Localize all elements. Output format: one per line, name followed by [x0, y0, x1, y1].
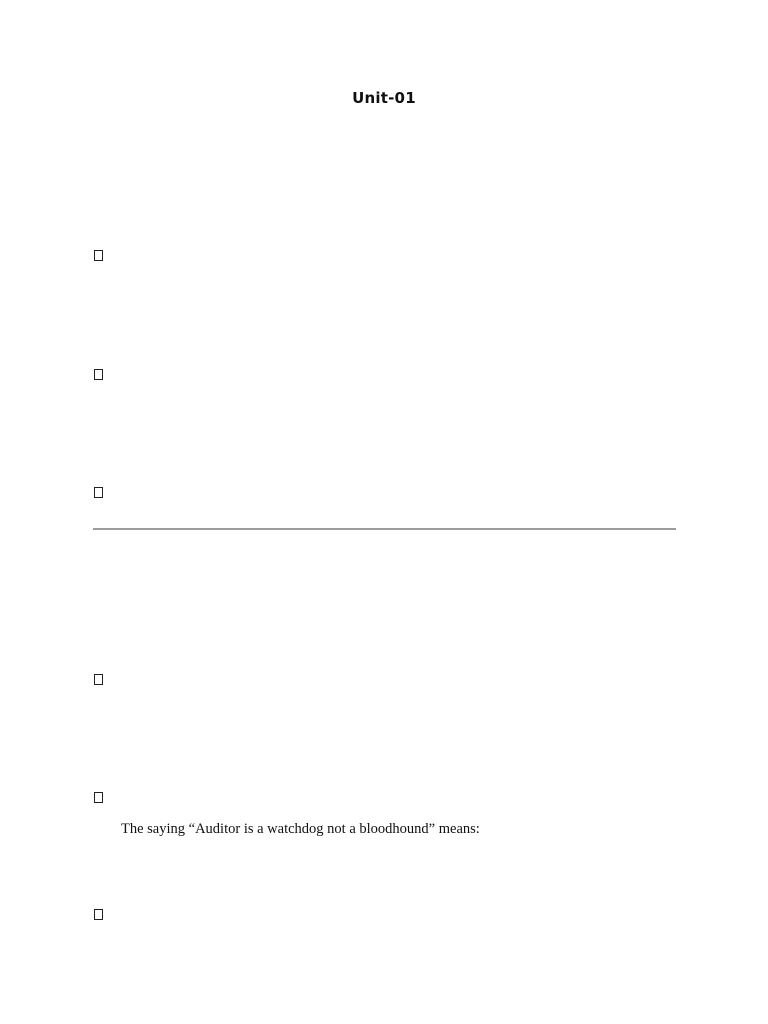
missing-glyph-box-icon [94, 674, 103, 685]
missing-glyph-box-icon [94, 487, 103, 498]
missing-glyph-box-icon [94, 909, 103, 920]
page-title: Unit-01 [352, 89, 416, 107]
missing-glyph-box-icon [94, 250, 103, 261]
horizontal-divider [93, 528, 676, 530]
missing-glyph-box-icon [94, 369, 103, 380]
missing-glyph-box-icon [94, 792, 103, 803]
question-text: The saying “Auditor is a watchdog not a bloodhound” means: [121, 821, 480, 837]
